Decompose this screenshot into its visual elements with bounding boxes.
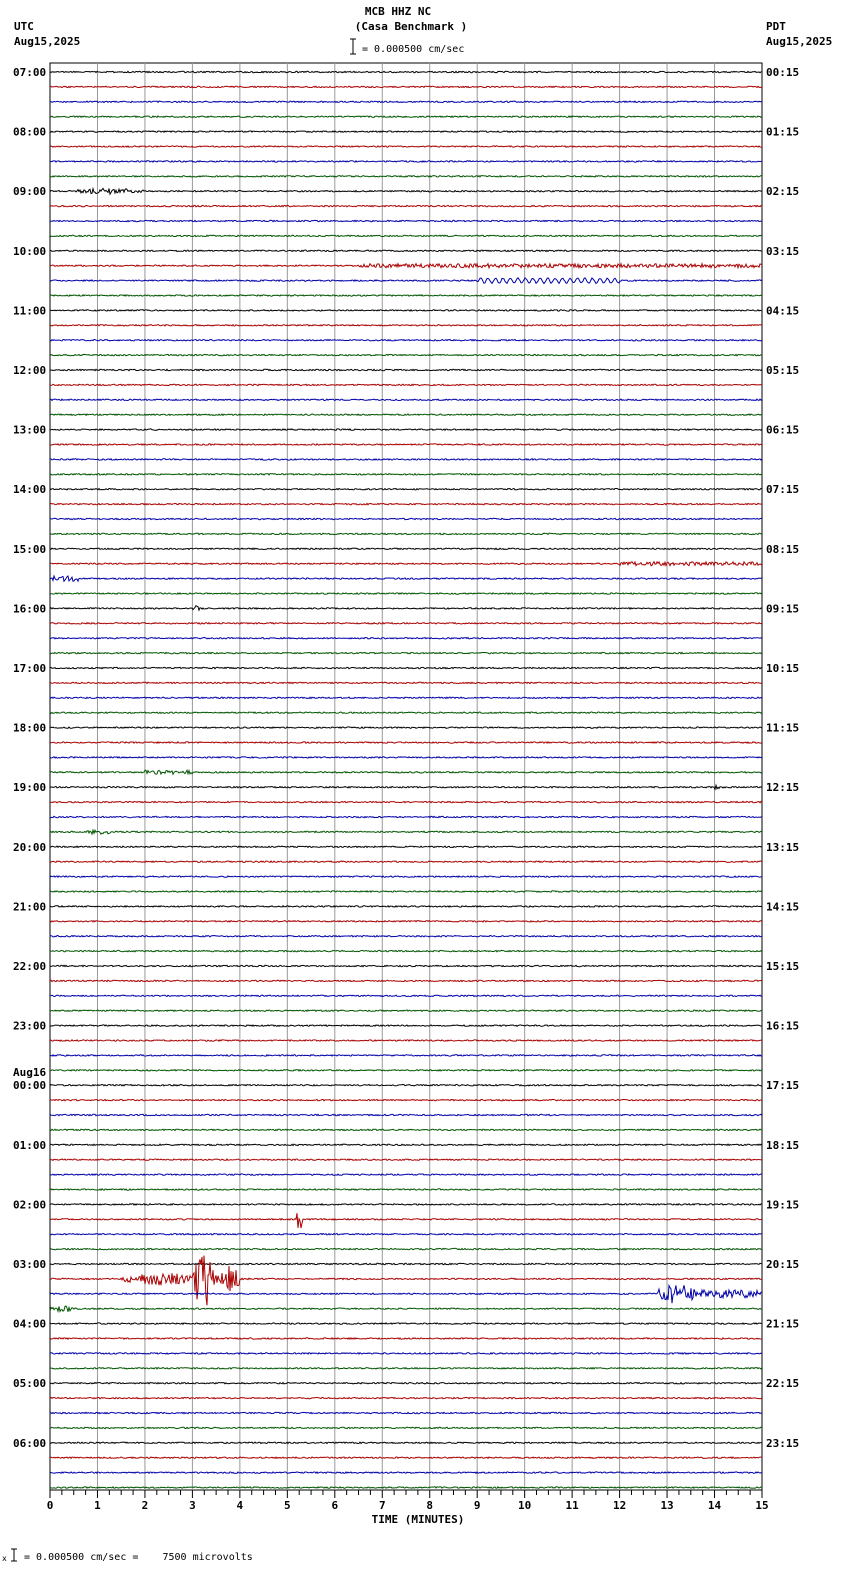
utc-hour-label: 18:00: [13, 721, 47, 735]
utc-hour-label: 13:00: [13, 423, 47, 437]
x-tick-label: 6: [331, 1499, 339, 1512]
seismic-trace-74: [50, 1174, 762, 1175]
pdt-hour-label: 08:15: [766, 542, 800, 556]
seismic-trace-83: [50, 1306, 762, 1312]
x-tick-label: 7: [378, 1499, 386, 1512]
seismic-trace-13: [50, 264, 762, 268]
seismic-trace-32: [50, 548, 762, 549]
x-tick-label: 13: [660, 1499, 674, 1512]
pdt-hour-label: 19:15: [766, 1198, 800, 1212]
pdt-hour-label: 12:15: [766, 781, 800, 795]
seismic-trace-2: [50, 101, 762, 102]
utc-hour-label: 06:00: [13, 1436, 47, 1450]
pdt-hour-label: 03:15: [766, 244, 800, 258]
seismic-trace-12: [50, 250, 762, 251]
station-title: MCB HHZ NC: [364, 5, 432, 18]
seismic-trace-17: [50, 325, 762, 326]
x-tick-label: 10: [518, 1499, 532, 1512]
seismic-trace-3: [50, 116, 762, 117]
seismic-trace-46: [50, 757, 762, 758]
seismic-trace-11: [50, 235, 762, 236]
seismic-trace-66: [50, 1055, 762, 1056]
seismic-trace-90: [50, 1412, 762, 1413]
seismic-trace-73: [50, 1159, 762, 1160]
x-tick-label: 3: [189, 1499, 196, 1512]
seismic-trace-57: [50, 921, 762, 922]
seismic-trace-92: [50, 1442, 762, 1443]
seismic-trace-87: [50, 1368, 762, 1369]
pdt-hour-label: 16:15: [766, 1019, 800, 1033]
seismic-trace-67: [50, 1070, 762, 1071]
seismic-trace-53: [50, 861, 762, 862]
seismic-trace-59: [50, 950, 762, 951]
footer-scale-note: = 0.000500 cm/sec = 7500 microvolts: [24, 1552, 253, 1563]
x-tick-label: 9: [473, 1499, 481, 1512]
seismic-trace-69: [50, 1099, 762, 1100]
seismic-trace-48: [50, 785, 762, 789]
seismic-trace-1: [50, 86, 762, 87]
scale-bar-icon: [350, 39, 356, 54]
pdt-hour-label: 10:15: [766, 662, 800, 675]
utc-hour-label: 09:00: [13, 185, 47, 199]
seismic-trace-42: [50, 697, 762, 698]
seismic-trace-30: [50, 518, 762, 519]
pdt-hour-label: 14:15: [766, 900, 800, 914]
seismic-trace-24: [50, 429, 762, 430]
utc-hour-label: 07:00: [13, 66, 47, 79]
seismic-trace-18: [50, 340, 762, 341]
seismic-trace-78: [50, 1234, 762, 1235]
pdt-hour-label: 05:15: [766, 364, 800, 377]
x-tick-label: 1: [94, 1499, 101, 1512]
x-tick-label: 12: [612, 1499, 627, 1512]
utc-hour-label: 14:00: [13, 483, 47, 497]
utc-hour-label: 19:00: [13, 781, 47, 795]
seismic-trace-25: [50, 444, 762, 445]
seismic-trace-20: [50, 369, 762, 370]
utc-hour-label: 22:00: [13, 960, 47, 973]
pdt-hour-label: 17:15: [766, 1079, 800, 1093]
seismic-trace-61: [50, 980, 762, 981]
seismic-trace-22: [50, 399, 762, 400]
seismic-trace-82: [50, 1285, 762, 1303]
pdt-hour-label: 07:15: [766, 483, 800, 497]
seismic-trace-40: [50, 667, 762, 668]
utc-hour-label: 00:00: [13, 1079, 47, 1093]
seismic-trace-55: [50, 891, 762, 892]
seismic-trace-50: [50, 816, 762, 817]
seismic-trace-8: [50, 188, 762, 194]
seismic-trace-80: [50, 1263, 762, 1264]
seismic-trace-58: [50, 936, 762, 937]
seismic-trace-52: [50, 846, 762, 847]
seismic-trace-26: [50, 459, 762, 460]
seismic-trace-14: [50, 278, 762, 284]
x-axis: [47, 1490, 769, 1512]
seismic-trace-29: [50, 503, 762, 504]
utc-hour-label: 02:00: [13, 1198, 47, 1212]
seismic-trace-4: [50, 131, 762, 132]
seismic-trace-60: [50, 965, 762, 966]
seismic-trace-28: [50, 489, 762, 490]
seismic-trace-79: [50, 1248, 762, 1249]
seismic-trace-6: [50, 161, 762, 162]
pdt-hour-label: 13:15: [766, 840, 800, 854]
date-change-label: Aug16: [13, 1066, 47, 1080]
pdt-hour-label: 00:15: [766, 66, 800, 79]
seismic-trace-5: [50, 146, 762, 147]
seismic-trace-41: [50, 682, 762, 683]
seismic-trace-75: [50, 1189, 762, 1190]
seismic-trace-94: [50, 1472, 762, 1473]
seismic-trace-47: [50, 770, 762, 774]
utc-hour-label: 21:00: [13, 900, 47, 914]
seismic-trace-91: [50, 1427, 762, 1428]
seismic-trace-36: [50, 606, 762, 610]
right-date: Aug15,2025: [766, 35, 833, 48]
seismic-trace-33: [50, 562, 762, 566]
pdt-hour-label: 21:15: [766, 1317, 800, 1331]
seismic-trace-35: [50, 593, 762, 594]
utc-hour-label: 20:00: [13, 840, 47, 854]
seismic-trace-64: [50, 1025, 762, 1026]
utc-hour-label: 23:00: [13, 1019, 47, 1033]
footer-scale-bar-icon: [11, 1549, 17, 1561]
utc-hour-label: 11:00: [13, 304, 47, 318]
footer-marker: x: [2, 1554, 7, 1563]
x-tick-label: 8: [426, 1499, 434, 1512]
utc-hour-label: 16:00: [13, 602, 47, 616]
seismic-trace-31: [50, 533, 762, 534]
x-tick-label: 0: [46, 1499, 54, 1512]
x-tick-label: 2: [141, 1499, 149, 1512]
seismic-trace-39: [50, 652, 762, 653]
seismic-trace-93: [50, 1457, 762, 1458]
seismic-trace-44: [50, 727, 762, 728]
seismic-trace-27: [50, 474, 762, 475]
pdt-hour-label: 09:15: [766, 602, 800, 616]
seismic-trace-85: [50, 1338, 762, 1339]
seismic-trace-21: [50, 384, 762, 385]
x-tick-label: 14: [707, 1499, 722, 1512]
utc-hour-label: 01:00: [13, 1138, 47, 1152]
seismic-trace-23: [50, 414, 762, 415]
x-tick-label: 15: [755, 1499, 769, 1512]
seismic-trace-84: [50, 1323, 762, 1324]
x-tick-label: 5: [284, 1499, 291, 1512]
seismic-trace-51: [50, 830, 762, 834]
seismic-trace-95: [50, 1487, 762, 1488]
pdt-hour-label: 23:15: [766, 1436, 800, 1450]
utc-hour-label: 15:00: [13, 542, 47, 556]
utc-hour-label: 12:00: [13, 364, 47, 377]
x-tick-label: 11: [565, 1499, 579, 1512]
seismic-trace-89: [50, 1397, 762, 1398]
seismic-trace-34: [50, 576, 762, 581]
seismic-trace-43: [50, 712, 762, 713]
scale-label: = 0.000500 cm/sec: [362, 44, 465, 55]
seismic-trace-45: [50, 742, 762, 743]
seismic-trace-10: [50, 220, 762, 221]
utc-hour-label: 05:00: [13, 1377, 47, 1391]
pdt-hour-label: 22:15: [766, 1377, 800, 1391]
x-axis-label: TIME (MINUTES): [371, 1513, 465, 1526]
seismic-trace-86: [50, 1353, 762, 1354]
utc-hour-label: 03:00: [13, 1258, 47, 1271]
left-timezone: UTC: [14, 20, 34, 33]
pdt-hour-label: 18:15: [766, 1138, 800, 1152]
x-tick-label: 4: [236, 1499, 244, 1512]
seismic-trace-15: [50, 295, 762, 296]
pdt-hour-label: 11:15: [766, 721, 800, 735]
seismic-trace-72: [50, 1144, 762, 1145]
seismic-trace-71: [50, 1129, 762, 1130]
seismic-trace-56: [50, 906, 762, 907]
left-date: Aug15,2025: [14, 35, 81, 48]
seismic-trace-7: [50, 176, 762, 177]
right-timezone: PDT: [766, 20, 786, 33]
seismic-trace-70: [50, 1114, 762, 1115]
seismic-trace-16: [50, 310, 762, 311]
seismic-trace-62: [50, 995, 762, 996]
utc-hour-label: 04:00: [13, 1317, 47, 1331]
station-subtitle: (Casa Benchmark ): [354, 20, 468, 33]
seismic-trace-19: [50, 354, 762, 355]
utc-hour-label: 08:00: [13, 125, 47, 139]
pdt-hour-label: 06:15: [766, 423, 800, 437]
pdt-hour-label: 15:15: [766, 960, 800, 973]
seismic-trace-65: [50, 1040, 762, 1041]
seismic-trace-49: [50, 801, 762, 802]
trace-group: [50, 71, 762, 1488]
pdt-hour-label: 20:15: [766, 1258, 800, 1271]
seismic-trace-68: [50, 1085, 762, 1086]
seismic-trace-9: [50, 205, 762, 206]
seismic-trace-0: [50, 71, 762, 72]
seismic-trace-37: [50, 623, 762, 624]
pdt-hour-label: 02:15: [766, 185, 800, 199]
pdt-hour-label: 01:15: [766, 125, 800, 139]
utc-hour-label: 17:00: [13, 662, 47, 675]
seismic-trace-76: [50, 1204, 762, 1205]
seismic-trace-63: [50, 1010, 762, 1011]
seismic-trace-88: [50, 1383, 762, 1384]
seismic-trace-38: [50, 638, 762, 639]
pdt-hour-label: 04:15: [766, 304, 800, 318]
utc-hour-label: 10:00: [13, 244, 47, 258]
seismic-trace-77: [50, 1213, 762, 1228]
seismic-trace-54: [50, 876, 762, 877]
